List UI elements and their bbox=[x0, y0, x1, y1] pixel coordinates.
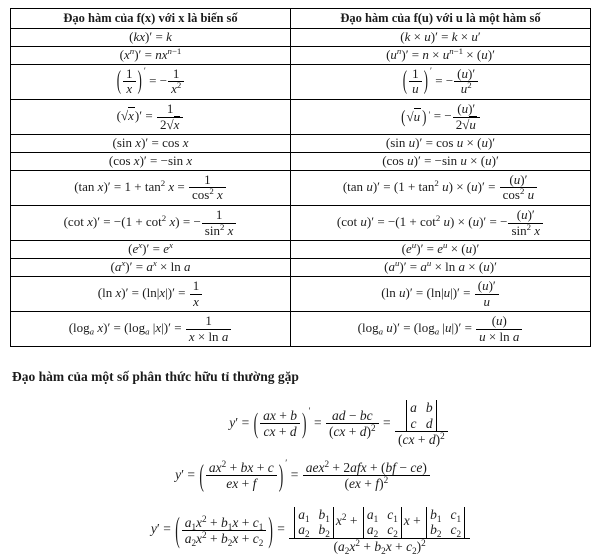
table-row bbox=[11, 312, 591, 347]
table-row bbox=[11, 29, 591, 47]
rational-formula-3: y′ = ( $\frac{a_1x^2 + b_1x + c_1}{a_2x^2 + b_2x + c_2}$ ) = $a_1$ $b_1$ $a_2$ $b_2$ $x^2$ + $a_1$ $c_1$ $a_2$ $c_2$ x + $b_1$ $c_1$ $b_2$ $c_2$ $(a_2x^2 + b_2x + c_2)^2$ bbox=[22, 506, 600, 555]
formula-cell: (ln u)′ = (ln|u|)′ = $\frac{(u)'}{u}$ bbox=[291, 277, 591, 312]
derivative-table bbox=[10, 8, 591, 347]
formula-cell: (kx)′ = k bbox=[11, 29, 291, 47]
formula-cell: ( √u ) ′ = − $\frac{(u)'}{2√u}$ bbox=[291, 99, 591, 134]
formula-cell: (cot $x)' = -(1 + \cot^2 x)$ = − $\frac{1}{\sin^2 x}$ bbox=[11, 206, 291, 241]
table-row bbox=[11, 277, 591, 312]
formula-cell: $(e^x)' = e^x$ bbox=[11, 241, 291, 259]
table-row bbox=[11, 170, 591, 205]
formula-cell: ($\log_a$ $u)' = (\log_a$ |u|)′ = $\frac{(u)}{\text{u × ln a}}$ bbox=[291, 312, 591, 347]
table-row bbox=[11, 64, 591, 99]
formula-cell: ( $\frac{1}{u}$ ) ′ = − $\frac{(u)'}{u^2}$ bbox=[291, 64, 591, 99]
formula-cell: (tan $u)' = (1 + \tan^2 u) \times (u)'$ = $\frac{(u)'}{\cos^2 u}$ bbox=[291, 170, 591, 205]
column-header-u: Đạo hàm của f(u) với u là một hàm số bbox=[291, 9, 591, 29]
table-row bbox=[11, 206, 591, 241]
table-row bbox=[11, 259, 591, 277]
rational-formulas bbox=[0, 399, 600, 555]
formula-cell: (cot $u)' = -(1 + \cot^2 u) \times (u)'$ = − $\frac{(u)'}{\sin^2 x}$ bbox=[291, 206, 591, 241]
formula-cell: (cos u)′ = −sin u × (u)′ bbox=[291, 153, 591, 171]
formula-cell: (sin x)′ = cos x bbox=[11, 135, 291, 153]
table-row bbox=[11, 99, 591, 134]
formula-cell: (sin u)′ = cos u × (u)′ bbox=[291, 135, 591, 153]
formula-cell: ($\log_a$ $x)' = (\log_a$ |x|)′ = $\frac{1}{\text{x × ln a}}$ bbox=[11, 312, 291, 347]
formula-cell: $(e^u)' = e^u \times (u)'$ bbox=[291, 241, 591, 259]
rational-formula-2: y′ = ( $\frac{ax^2 + bx + c}{ex + f}$ ) ′ = $\frac{aex^2 + 2afx + (bf - ce)}{(ex + f)^2}$ bbox=[6, 459, 600, 492]
formula-cell: (k × u)′ = k × u′ bbox=[291, 29, 591, 47]
formula-cell: (cos x)′ = −sin x bbox=[11, 153, 291, 171]
formula-cell: $(x^n)' = nx^{n-1}$ bbox=[11, 46, 291, 64]
formula-cell: (tan $x)' = 1 + \tan^2 x$ = $\frac{1}{\cos^2 x}$ bbox=[11, 170, 291, 205]
formula-cell: $(a^u)' = a^u \times \ln a \times (u)'$ bbox=[291, 259, 591, 277]
table-header-row bbox=[11, 9, 591, 29]
table-row bbox=[11, 153, 591, 171]
formula-cell: (√x)′ = $\frac{1}{2√x}$ bbox=[11, 99, 291, 134]
formula-cell: $(u^n)' = n \times u^{n-1} \times (u)'$ bbox=[291, 46, 591, 64]
rational-formula-1: y′ = ( $\frac{ax + b}{cx + d}$ ) ′ = $\frac{ad - bc}{(cx + d)^2}$ = a b c d (cx + d)$^2$ bbox=[78, 399, 600, 448]
table-row bbox=[11, 46, 591, 64]
table-row bbox=[11, 135, 591, 153]
table-row bbox=[11, 241, 591, 259]
column-header-x: Đạo hàm của f(x) với x là biến số bbox=[11, 9, 291, 29]
formula-sheet bbox=[0, 8, 600, 555]
formula-cell: ( $\frac{1}{x}$ ) ′ = − $\frac{1}{x^2}$ bbox=[11, 64, 291, 99]
formula-cell: (ln x)′ = (ln|x|)′ = $\frac{1}{x}$ bbox=[11, 277, 291, 312]
section-title: Đạo hàm của một số phân thức hữu tỉ thường gặp bbox=[12, 369, 299, 385]
formula-cell: $(a^x)' = a^x \times \ln a$ bbox=[11, 259, 291, 277]
